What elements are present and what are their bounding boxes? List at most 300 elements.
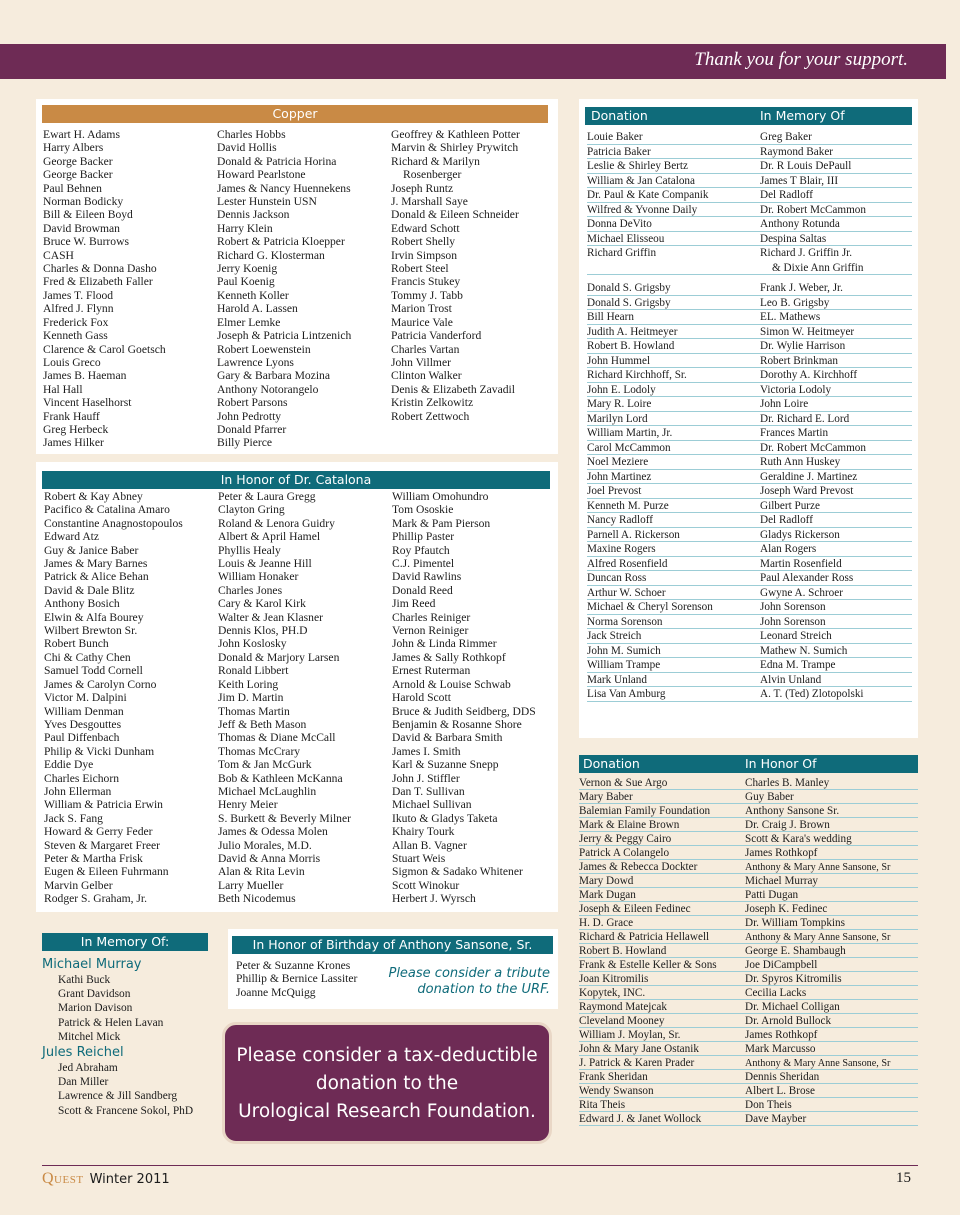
donor-name: Dennis Klos, PH.D xyxy=(218,624,308,638)
honoree-cell: Despina Saltas xyxy=(760,232,827,245)
honoree-cell: Dr. William Tompkins xyxy=(745,917,845,929)
donor-name: Charles Jones xyxy=(218,583,283,597)
honoree-cell: Simon W. Heitmeyer xyxy=(760,325,855,338)
honoree-cell: John Sorenson xyxy=(760,615,826,628)
donor-name: Michael McLaughlin xyxy=(218,784,317,798)
donor-name: Robert Bunch xyxy=(44,637,109,651)
table-row xyxy=(579,1098,918,1112)
table-row xyxy=(587,281,912,296)
donor-name: Harold Scott xyxy=(392,691,451,705)
honoree-cell: Alvin Unland xyxy=(760,673,822,686)
honoree-cell: EL. Mathews xyxy=(760,311,821,323)
table-row xyxy=(587,455,912,470)
honoree-cell: Patti Dugan xyxy=(745,889,799,901)
footer-masthead xyxy=(42,1170,170,1188)
donor-name: Donald Reed xyxy=(392,583,453,597)
donor-name: Anthony Notorangelo xyxy=(217,382,319,396)
donor-cell: Louie Baker xyxy=(587,131,643,143)
donor-name: Bruce & Judith Seidberg, DDS xyxy=(392,704,536,718)
donor-name: Peter & Martha Frisk xyxy=(44,851,143,865)
donor-name: Jeff & Beth Mason xyxy=(218,717,307,731)
donor-cell: John Martinez xyxy=(587,470,652,483)
honoree-cell: Martin Rosenfield xyxy=(760,557,842,570)
donor-cell: Bill Hearn xyxy=(587,311,634,323)
donor-name: Joseph & Patricia Lintzenich xyxy=(217,329,352,343)
donor-cell: Leslie & Shirley Bertz xyxy=(587,160,688,172)
donor-name: Charles Eichorn xyxy=(44,771,120,785)
donor-name: C.J. Pimentel xyxy=(392,557,455,571)
donor-name: William Honaker xyxy=(218,570,299,584)
table-row xyxy=(579,846,918,860)
donor-cell: Balemian Family Foundation xyxy=(579,805,711,817)
donor-cell: Norma Sorenson xyxy=(587,615,663,628)
donor-name: Fred & Elizabeth Faller xyxy=(43,275,153,289)
donor-name: Robert & Kay Abney xyxy=(44,490,143,503)
honoree-cell: Scott & Kara's wedding xyxy=(745,833,852,845)
donor-cell: Jerry & Peggy Cairo xyxy=(579,833,672,845)
honor-head-donation: Donation xyxy=(583,756,640,771)
donor-cell: William Martin, Jr. xyxy=(587,427,673,439)
birthday-donor: Peter & Suzanne Krones xyxy=(236,959,351,972)
donor-cell: John M. Sumich xyxy=(587,644,661,657)
honoree-cell: Greg Baker xyxy=(760,131,812,143)
memory-head-in-memory: In Memory Of xyxy=(760,108,845,123)
donor-name: David & Barbara Smith xyxy=(392,731,503,745)
donor-name: Joseph Runtz xyxy=(391,181,454,195)
donor-cell: Frank Sheridan xyxy=(579,1071,648,1083)
honoree-cell: Leo B. Grigsby xyxy=(760,296,830,309)
donor-cell: Jack Streich xyxy=(587,630,642,642)
donor-cell: Frank & Estelle Keller & Sons xyxy=(579,959,717,971)
table-row xyxy=(587,615,912,630)
table-row xyxy=(587,339,912,354)
table-row xyxy=(579,818,918,832)
table-row xyxy=(587,600,912,615)
honoree-cell: James Rothkopf xyxy=(745,1029,818,1041)
donor-cell: Joseph & Eileen Fedinec xyxy=(579,903,691,915)
donor-cell: Joel Prevost xyxy=(587,485,642,497)
donor-name: Steven & Margaret Freer xyxy=(44,838,161,852)
honoree-cell: A. T. (Ted) Zlotopolski xyxy=(760,688,864,700)
honor-table-header xyxy=(579,755,918,773)
donor-name: Thomas McCrary xyxy=(218,744,301,758)
donor-cell: Mark Dugan xyxy=(579,889,636,901)
donor-name: James Hilker xyxy=(43,436,104,450)
donor-name: Robert Loewenstein xyxy=(217,342,311,356)
donor-name: Henry Meier xyxy=(218,798,278,812)
donor-name: James B. Haeman xyxy=(43,369,127,383)
honoree-cell: Gilbert Purze xyxy=(760,499,820,512)
honoree-cell: Charles B. Manley xyxy=(745,777,830,789)
honoree-cell: Guy Baber xyxy=(745,791,794,803)
table-row xyxy=(579,888,918,902)
table-row xyxy=(587,130,912,145)
donor-name: Guy & Janice Baber xyxy=(44,543,139,557)
honoree-cell: John Sorenson xyxy=(760,601,826,613)
honoree-cell: Gwyne A. Schroer xyxy=(760,586,843,599)
donor-cell: Carol McCammon xyxy=(587,441,671,454)
donor-name: George Backer xyxy=(43,168,113,182)
donor-cell: Maxine Rogers xyxy=(587,543,656,555)
donor-name: James & Mary Barnes xyxy=(44,557,148,571)
table-row xyxy=(579,944,918,958)
donor-name: Robert & Patricia Kloepper xyxy=(217,235,345,249)
donor-name: Charles Hobbs xyxy=(217,128,286,141)
donor-name: Dan Miller xyxy=(58,1076,109,1089)
honoree-cell: Dr. R Louis DePaull xyxy=(760,160,852,172)
donor-name: Frank Hauff xyxy=(43,409,100,423)
donor-name: Paul Koenig xyxy=(217,275,275,289)
donor-cell: Duncan Ross xyxy=(587,572,647,584)
honoree-cell: Ruth Ann Huskey xyxy=(760,456,841,468)
donor-cell: Patrick A Colangelo xyxy=(579,847,670,859)
donor-name: Howard Pearlstone xyxy=(217,168,306,182)
donor-name: Yves Desgouttes xyxy=(44,717,122,731)
donor-name: Marion Trost xyxy=(391,302,452,316)
donor-name: Rodger S. Graham, Jr. xyxy=(44,892,148,906)
donor-cell: Mary Dowd xyxy=(579,875,634,887)
honoree-cell: Mark Marcusso xyxy=(745,1043,816,1055)
donor-name: Philip & Vicki Dunham xyxy=(44,744,155,758)
table-row xyxy=(587,232,912,247)
donor-name: Donald & Patricia Horina xyxy=(217,154,337,168)
donor-name: William Omohundro xyxy=(392,490,489,503)
table-row xyxy=(587,441,912,456)
catalona-section xyxy=(36,462,558,912)
footer-issue: Winter 2011 xyxy=(89,1172,170,1187)
honoree-cell: Dr. Richard E. Lord xyxy=(760,412,850,425)
donor-cell: Richard & Patricia Hellawell xyxy=(579,931,710,943)
donor-name: Mark & Pam Pierson xyxy=(392,516,491,530)
donor-cell: Wilfred & Yvonne Daily xyxy=(587,203,698,216)
donor-name: Patricia Vanderford xyxy=(391,329,482,343)
table-row xyxy=(579,972,918,986)
donor-name: Keith Loring xyxy=(218,677,279,691)
donor-name: Robert Zettwoch xyxy=(391,409,470,423)
donor-cell: Donald S. Grigsby xyxy=(587,296,671,309)
donor-name: John J. Stiffler xyxy=(392,771,460,785)
table-row xyxy=(579,986,918,1000)
donor-name: Irvin Simpson xyxy=(391,248,458,262)
donor-name: Dan T. Sullivan xyxy=(392,784,465,798)
donor-name: Walter & Jean Klasner xyxy=(218,610,323,624)
donor-cell: J. Patrick & Karen Prader xyxy=(579,1057,695,1069)
donor-name: David & Dale Blitz xyxy=(44,583,135,597)
table-row xyxy=(587,687,912,702)
donor-name: Francis Stukey xyxy=(391,275,461,289)
table-row xyxy=(587,296,912,311)
donor-cell: Judith A. Heitmeyer xyxy=(587,325,678,338)
donor-name: Harry Albers xyxy=(43,141,104,155)
table-row xyxy=(579,1056,918,1070)
donor-name: Donald Pfarrer xyxy=(217,422,287,436)
honoree-cell: Michael Murray xyxy=(745,875,819,887)
table-row xyxy=(587,528,912,543)
honoree-cell: Frank J. Weber, Jr. xyxy=(760,282,843,294)
table-row xyxy=(587,513,912,528)
donor-name: Anthony Bosich xyxy=(44,597,120,611)
donor-cell: Arthur W. Schoer xyxy=(587,586,666,599)
donor-name: Sigmon & Sadako Whitener xyxy=(392,865,523,879)
donor-name: Tom Ososkie xyxy=(392,503,454,517)
table-row xyxy=(587,412,912,427)
donor-name: William & Patricia Erwin xyxy=(44,798,163,812)
birthday-donor: Joanne McQuigg xyxy=(236,985,316,999)
donor-name: Vernon Reiniger xyxy=(392,624,469,638)
table-row xyxy=(579,1028,918,1042)
honoree-cell: Joseph Ward Prevost xyxy=(760,485,854,497)
donor-name: James & Carolyn Corno xyxy=(44,677,157,691)
donor-name: Jim Reed xyxy=(392,597,436,611)
donor-name: Kenneth Koller xyxy=(217,288,289,302)
table-row xyxy=(579,1014,918,1028)
honoree-cell: James Rothkopf xyxy=(745,847,818,859)
table-row xyxy=(587,188,912,203)
honoree-cell: Anthony & Mary Anne Sansone, Sr xyxy=(745,862,891,873)
honoree-cell: Dr. Craig J. Brown xyxy=(745,819,830,831)
donor-cell: William Trampe xyxy=(587,659,661,671)
table-row xyxy=(579,790,918,804)
honoree-cell: Joe DiCampbell xyxy=(745,959,818,971)
donor-name: Cary & Karol Kirk xyxy=(218,597,306,611)
copper-column-3 xyxy=(391,128,520,423)
donor-name: Denis & Elizabeth Zavadil xyxy=(391,382,515,396)
honoree-cell: Dr. Wylie Harrison xyxy=(760,340,846,352)
footer-rule xyxy=(42,1165,918,1166)
catalona-header: In Honor of Dr. Catalona xyxy=(42,471,550,489)
donor-name: Harry Klein xyxy=(217,221,273,235)
donor-name: Hal Hall xyxy=(43,382,83,396)
donor-cell: Kopytek, INC. xyxy=(579,987,646,999)
donor-name: Frederick Fox xyxy=(43,315,109,329)
donor-name: Phillip Paster xyxy=(392,530,455,544)
donor-name: Greg Herbeck xyxy=(43,422,109,436)
honoree-cell: Anthony & Mary Anne Sansone, Sr xyxy=(745,1058,891,1069)
donor-name: Gary & Barbara Mozina xyxy=(217,369,330,383)
donor-name: Thomas & Diane McCall xyxy=(218,731,336,745)
donor-name: Bob & Kathleen McKanna xyxy=(218,771,343,785)
donor-cell: Robert B. Howland xyxy=(579,945,667,957)
donor-name: Thomas Martin xyxy=(218,704,290,718)
tribute-note xyxy=(388,966,550,998)
catalona-column-2 xyxy=(218,490,351,906)
table-row xyxy=(587,470,912,485)
donor-name: Vincent Haselhorst xyxy=(43,396,132,410)
birthday-section xyxy=(228,929,558,1009)
donor-cell: Parnell A. Rickerson xyxy=(587,528,680,541)
donor-name: Billy Pierce xyxy=(217,436,273,450)
donor-cell: Alfred Rosenfield xyxy=(587,557,668,570)
donor-name: John Koslosky xyxy=(218,637,287,651)
callout-line: Urological Research Foundation. xyxy=(238,1101,536,1122)
donor-name: William Denman xyxy=(44,704,124,718)
honoree-cell: Edna M. Trampe xyxy=(760,659,836,671)
honoree-cell: Del Radloff xyxy=(760,514,813,526)
donor-cell: Donna DeVito xyxy=(587,218,652,230)
table-row xyxy=(587,354,912,369)
table-row xyxy=(579,1000,918,1014)
donor-name: Louis Greco xyxy=(43,355,101,369)
copper-column-2 xyxy=(217,128,351,450)
donor-cell: John Hummel xyxy=(587,354,651,367)
donor-name: Jed Abraham xyxy=(58,1062,118,1075)
donor-cell: Mark Unland xyxy=(587,673,647,686)
table-row xyxy=(587,542,912,557)
donor-cell: Wendy Swanson xyxy=(579,1085,654,1097)
table-row xyxy=(587,174,912,189)
donor-name: Lawrence Lyons xyxy=(217,355,294,369)
memory-small-header: In Memory Of: xyxy=(42,933,208,951)
donor-name: CASH xyxy=(43,248,74,262)
donor-name: Paul Behnen xyxy=(43,181,102,195)
donor-name: James & Odessa Molen xyxy=(218,825,328,839)
donor-name: Jim D. Martin xyxy=(218,691,284,705)
donor-name: Richard G. Klosterman xyxy=(217,248,325,262)
table-row xyxy=(587,217,912,232)
donor-name: Kathi Buck xyxy=(58,974,111,986)
table-row xyxy=(579,776,918,790)
donor-name: Ikuto & Gladys Taketa xyxy=(392,811,498,825)
donor-name: Charles & Donna Dasho xyxy=(43,262,157,276)
donor-name: Khairy Tourk xyxy=(392,825,455,839)
donor-cell: Edward J. & Janet Wollock xyxy=(579,1113,702,1125)
donor-name: Donald & Eileen Schneider xyxy=(391,208,519,222)
donor-name: Pacifico & Catalina Amaro xyxy=(44,503,170,517)
table-row xyxy=(579,916,918,930)
donor-name: Victor M. Dalpini xyxy=(44,691,127,705)
honoree-cell: Gladys Rickerson xyxy=(760,528,840,541)
honoree-cell: Dr. Arnold Bullock xyxy=(745,1015,832,1027)
donor-name: Robert Parsons xyxy=(217,396,288,410)
donor-cell: Robert B. Howland xyxy=(587,340,675,352)
table-row xyxy=(587,426,912,441)
honoree-cell: Dr. Spyros Kitromilis xyxy=(745,973,842,985)
donor-cell: Michael & Cheryl Sorenson xyxy=(587,601,713,613)
donor-name: James & Nancy Huennekens xyxy=(217,181,351,195)
catalona-column-1 xyxy=(44,490,183,906)
donor-name: Scott Winokur xyxy=(392,878,460,892)
donor-name: John Ellerman xyxy=(44,784,112,798)
tribute-line: donation to the URF. xyxy=(417,982,550,997)
honoree-cell: Cecilia Lacks xyxy=(745,987,807,999)
donor-name: Chi & Cathy Chen xyxy=(44,650,131,664)
donor-name: Samuel Todd Cornell xyxy=(44,664,143,678)
donor-name: Albert & April Hamel xyxy=(218,530,321,544)
donor-name: David Browman xyxy=(43,221,120,235)
donor-name: Dennis Jackson xyxy=(217,208,290,222)
donor-cell: Patricia Baker xyxy=(587,145,651,158)
honoree-cell: Albert L. Brose xyxy=(745,1085,815,1097)
donor-cell: Mark & Elaine Brown xyxy=(579,819,680,831)
donor-name: Rosenberger xyxy=(403,168,462,182)
donation-callout xyxy=(222,1022,552,1144)
donor-name: Charles Reiniger xyxy=(392,610,471,624)
table-row xyxy=(579,902,918,916)
table-row xyxy=(579,958,918,972)
honoree-cell: Dr. Robert McCammon xyxy=(760,203,866,216)
honoree-cell: John Loire xyxy=(760,398,809,410)
honoree-cell: Leonard Streich xyxy=(760,630,832,642)
donor-name: Michael Sullivan xyxy=(392,798,472,812)
table-row xyxy=(587,571,912,586)
honoree-cell: James T Blair, III xyxy=(760,174,839,187)
donor-name: Peter & Laura Gregg xyxy=(218,490,316,503)
donor-name: S. Burkett & Beverly Milner xyxy=(218,811,351,825)
donor-name: John Pedrotty xyxy=(217,409,282,423)
table-row xyxy=(587,203,912,218)
donor-name: Robert Steel xyxy=(391,262,449,276)
donor-name: Patrick & Helen Lavan xyxy=(58,1016,164,1029)
table-row xyxy=(579,1112,918,1126)
donor-name: Marvin & Shirley Prywitch xyxy=(391,141,519,155)
honoree-cell: Paul Alexander Ross xyxy=(760,572,854,584)
donor-cell: Michael Elisseou xyxy=(587,232,665,245)
honoree-cell: Raymond Baker xyxy=(760,145,834,158)
table-row xyxy=(587,145,912,160)
birthday-donors xyxy=(236,959,357,999)
donor-name: Eddie Dye xyxy=(44,758,94,772)
donor-name: Donald & Marjory Larsen xyxy=(218,650,340,664)
table-row xyxy=(579,804,918,818)
honoree-cell: Victoria Lodoly xyxy=(760,383,832,396)
donor-cell: Richard Griffin xyxy=(587,247,657,259)
donor-cell: Mary Baber xyxy=(579,791,633,803)
honoree-cell: Del Radloff xyxy=(760,189,813,201)
honoree-cell: Geraldine J. Martinez xyxy=(760,470,858,483)
donor-name: Benjamin & Rosanne Shore xyxy=(392,717,522,731)
table-row xyxy=(587,586,912,601)
donor-name: Ernest Ruterman xyxy=(392,664,471,678)
copper-column-1 xyxy=(43,128,166,450)
donor-name: Arnold & Louise Schwab xyxy=(392,677,511,691)
table-row xyxy=(579,874,918,888)
honoree-cell: Richard J. Griffin Jr. xyxy=(760,247,853,259)
donor-name: Scott & Francene Sokol, PhD xyxy=(58,1104,194,1117)
callout-line: Please consider a tax-deductible xyxy=(236,1045,538,1066)
header-banner xyxy=(0,44,946,79)
donor-name: David Hollis xyxy=(217,141,277,155)
footer-brand: Quest xyxy=(42,1170,84,1187)
memorial-name: Michael Murray xyxy=(42,957,142,972)
memory-table-section xyxy=(579,99,918,738)
donor-name: Charles Vartan xyxy=(391,342,460,356)
honoree-cell: Joseph K. Fedinec xyxy=(745,903,828,915)
table-row xyxy=(587,246,912,275)
copper-section xyxy=(36,99,558,454)
donor-cell: Kenneth M. Purze xyxy=(587,499,669,512)
donor-name: Maurice Vale xyxy=(391,315,453,329)
table-row xyxy=(579,1084,918,1098)
table-row xyxy=(587,629,912,644)
donor-cell: Lisa Van Amburg xyxy=(587,688,666,700)
honoree-cell: Alan Rogers xyxy=(760,543,817,555)
donor-name: Paul Diffenbach xyxy=(44,731,120,745)
donor-name: John & Linda Rimmer xyxy=(392,637,497,651)
donor-name: Beth Nicodemus xyxy=(218,892,296,906)
donor-name: Clayton Gring xyxy=(218,503,285,517)
honoree-cell: Don Theis xyxy=(745,1099,792,1111)
donor-name: Norman Bodicky xyxy=(43,195,124,209)
donor-cell: Noel Meziere xyxy=(587,456,649,468)
table-row xyxy=(579,1042,918,1056)
birthday-header: In Honor of Birthday of Anthony Sansone, Sr. xyxy=(232,936,553,954)
donor-name: Marvin Gelber xyxy=(44,878,113,892)
donor-cell: Donald S. Grigsby xyxy=(587,282,671,294)
donor-name: Jerry Koenig xyxy=(217,262,278,276)
donor-name: David & Anna Morris xyxy=(218,851,321,865)
donor-name: Lester Hunstein USN xyxy=(217,195,317,209)
donor-cell: William J. Moylan, Sr. xyxy=(579,1029,681,1041)
